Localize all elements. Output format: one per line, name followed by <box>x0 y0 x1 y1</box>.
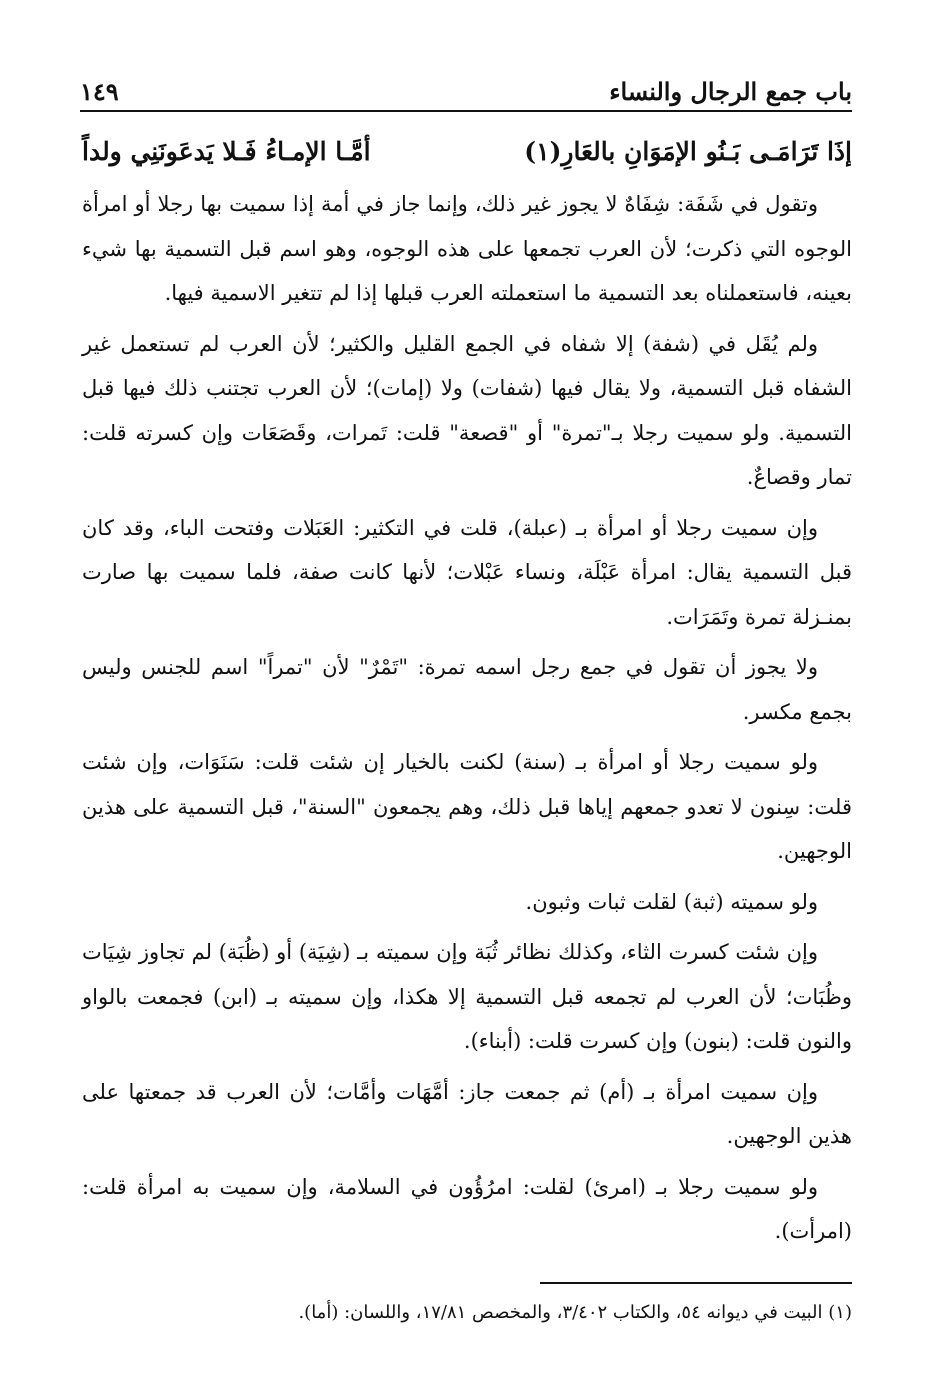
running-header <box>80 62 852 106</box>
paragraph: وإن شئت كسرت الثاء، وكذلك نظائر ثُبَة وإن سميته بـ (شِيَة) أو (ظُبَة) لم تجاوز شِيَات وظُبَات؛ لأن العرب لم تجمعه قبل التسمية إلا هكذا، وإن سميته بـ (ابن) فجمعت بالواو والنون قلت: (بنون) وإن كسرت قلت: (أبناء). <box>82 940 852 1053</box>
paragraph: وإن سميت امرأة بـ (أم) ثم جمعت جاز: أمَّهَات وأمَّات؛ لأن العرب قد جمعتها على هذين الوجهين. <box>82 1079 852 1148</box>
paragraph: ولو سميته (ثبة) لقلت ثبات وثبون. <box>525 889 818 914</box>
page-number: ١٤٩ <box>80 77 119 106</box>
chapter-title: باب جمع الرجال والنساء <box>609 77 852 106</box>
paragraph: ولم يُقَل في (شفة) إلا شفاه في الجمع القليل والكثير؛ لأن العرب لم تستعمل غير الشفاه قبل التسمية، ولا يقال فيها (شفات) ولا (إمات)؛ لأن العرب تجتنب ذلك فيها قبل التسمية. ولو سميت رجلا بـ"تمرة" أو "قصعة" قلت: تَمرات، وقَصَعَات وإن كسرته قلت: تمار وقصاعٌ. <box>82 331 852 489</box>
paragraph: وإن سميت رجلا أو امرأة بـ (عبلة)، قلت في التكثير: العَبَلات وفتحت الباء، وقد كان قبل التسمية يقال: امرأة عَبْلَة، ونساء عَبْلات؛ لأنها كانت صفة، فلما سميت بها صارت بمنـزلة تمرة وتَمَرَات. <box>82 515 852 629</box>
verse-hemistich-right: إذَا تَرَامَـى بَـنُو الإمَوَانِ بالعَارِ(١) <box>524 136 852 166</box>
paragraph: ولو سميت رجلا أو امرأة بـ (سنة) لكنت بالخيار إن شئت قلت: سَنَوَات، وإن شئت قلت: سِنون لا تعدو جمعهم إياها قبل ذلك، وهم يجمعون "السنة"، قبل التسمية على هذين الوجهين. <box>82 750 852 863</box>
paragraph: ولا يجوز أن تقول في جمع رجل اسمه تمرة: "تَمْرٌ" لأن "تمراً" اسم للجنس وليس بجمع مكسر. <box>82 655 852 724</box>
footnote: (١) البيت في ديوانه ٥٤، والكتاب ٣/٤٠٢، والمخصص ١٧/٨١، واللسان: (أما). <box>298 1302 852 1323</box>
paragraph: وتقول في شَفَة: شِفَاهٌ لا يجوز غير ذلك، وإنما جاز في أمة إذا سميت بها رجلا أو امرأة الوجوه التي ذكرت؛ لأن العرب تجمعها على هذه الوجوه، وهو اسم قبل التسمية بها شيء بعينه، فاستعملناه بعد التسمية ما استعملته العرب قبلها إذا لم تتغير الاسمية فيها. <box>82 192 852 305</box>
main-text <box>82 182 852 1260</box>
poetry-verse <box>82 128 852 174</box>
footnote-separator <box>540 1282 852 1284</box>
header-rule <box>80 110 852 112</box>
verse-hemistich-left: أمَّـا الإمـاءُ فَـلا يَدعَونَنِي ولداً <box>82 136 371 166</box>
paragraph: ولو سميت رجلا بـ (امرئ) لقلت: امرُؤُون في السلامة، وإن سميت به امرأة قلت: (امرأت). <box>82 1174 852 1243</box>
